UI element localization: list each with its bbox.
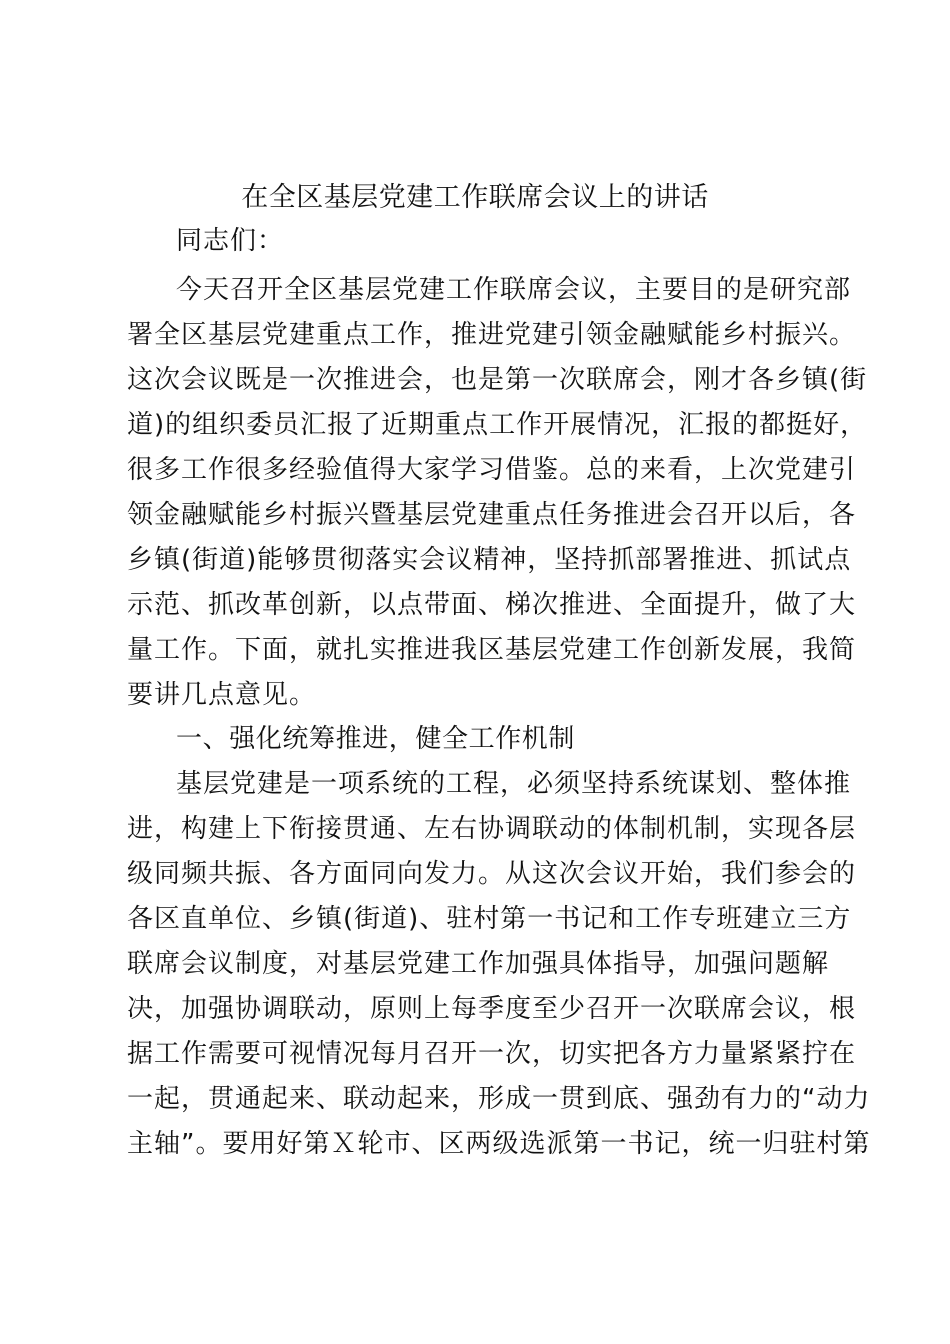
paragraph-line: 示范、抓改革创新，以点带面、梯次推进、全面提升，做了大 — [127, 590, 857, 620]
salutation: 同志们： — [176, 226, 285, 256]
paragraph-line: 要讲几点意见。 — [127, 680, 317, 710]
paragraph-line: 今天召开全区基层党建工作联席会议，主要目的是研究部 — [176, 275, 852, 305]
paragraph-line: 这次会议既是一次推进会，也是第一次联席会，刚才各乡镇(街 — [127, 365, 868, 395]
paragraph-line: 很多工作很多经验值得大家学习借鉴。总的来看，上次党建引 — [127, 455, 857, 485]
paragraph-line: 乡镇(街道)能够贯彻落实会议精神，坚持抓部署推进、抓试点 — [127, 545, 852, 575]
paragraph-line: 联席会议制度，对基层党建工作加强具体指导，加强问题解 — [127, 949, 830, 979]
paragraph-line: 各区直单位、乡镇(街道)、驻村第一书记和工作专班建立三方 — [127, 904, 852, 934]
paragraph-line: 进，构建上下衔接贯通、左右协调联动的体制机制，实现各层 — [127, 814, 857, 844]
paragraph-line: 署全区基层党建重点工作，推进党建引领金融赋能乡村振兴。 — [127, 320, 857, 350]
paragraph-line: 道)的组织委员汇报了近期重点工作开展情况，汇报的都挺好， — [127, 410, 868, 440]
paragraph-line: 主轴”。要用好第Ｘ轮市、区两级选派第一书记，统一归驻村第 — [127, 1129, 871, 1159]
paragraph-line: 级同频共振、各方面同向发力。从这次会议开始，我们参会的 — [127, 859, 857, 889]
paragraph-line: 决，加强协调联动，原则上每季度至少召开一次联席会议，根 — [127, 994, 857, 1024]
paragraph-line: 量工作。下面，就扎实推进我区基层党建工作创新发展，我简 — [127, 635, 857, 665]
section-heading: 一、强化统筹推进，健全工作机制 — [176, 724, 576, 754]
document-title: 在全区基层党建工作联席会议上的讲话 — [241, 182, 709, 213]
paragraph-line: 基层党建是一项系统的工程，必须坚持系统谋划、整体推 — [176, 769, 852, 799]
paragraph-line: 领金融赋能乡村振兴暨基层党建重点任务推进会召开以后，各 — [127, 500, 857, 530]
paragraph-line: 一起，贯通起来、联动起来，形成一贯到底、强劲有力的“动力 — [127, 1084, 871, 1114]
paragraph-line: 据工作需要可视情况每月召开一次，切实把各方力量紧紧拧在 — [127, 1039, 857, 1069]
